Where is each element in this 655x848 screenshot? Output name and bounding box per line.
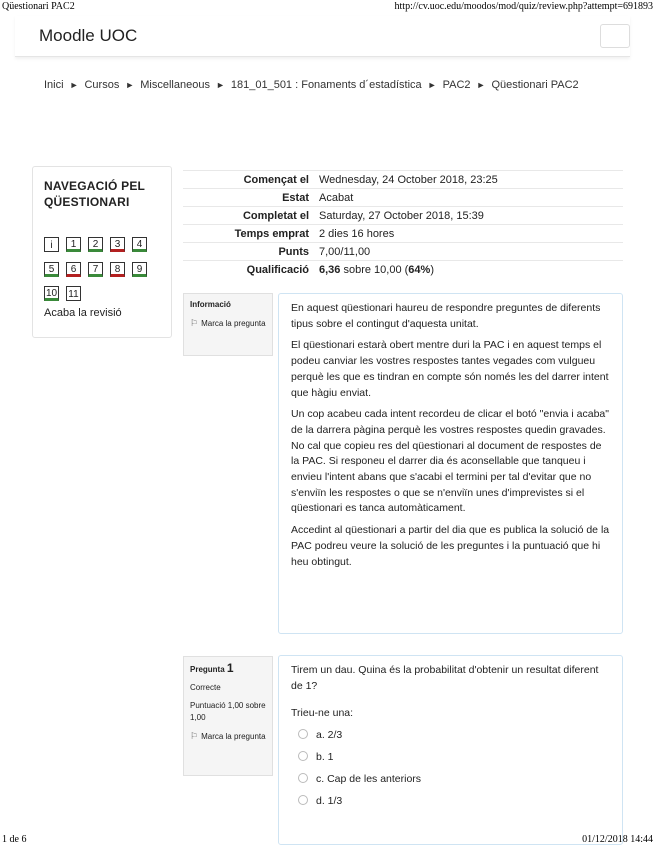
summary-value: 2 dies 16 hores	[319, 225, 623, 243]
summary-key: Començat el	[183, 171, 319, 189]
answer-prompt: Trieu-ne una:	[291, 707, 354, 720]
quiz-nav-button[interactable]: 10	[45, 288, 58, 299]
breadcrumb-quiz[interactable]: Qüestionari PAC2	[491, 79, 579, 91]
grade-end: )	[430, 263, 434, 276]
question-score: Puntuació 1,00 sobre 1,00	[190, 701, 266, 722]
quiz-nav-button[interactable]: 8	[110, 262, 125, 277]
pdf-title: Qüestionari PAC2	[2, 1, 75, 12]
breadcrumb-separator-icon: ►	[125, 80, 135, 90]
grade-percent: 64%	[408, 263, 431, 276]
info-paragraph: El qüestionari estarà obert mentre duri la PAC i en aquest temps el podeu canviar les vostres respostes tantes vegades com vulgueu perquè les que es tindran en compte són només les del darrer intent que hàgiu enviat.	[291, 339, 609, 399]
answer-option[interactable]: a. 2/3	[298, 728, 610, 744]
question-state: Correcte	[190, 683, 221, 692]
pdf-url: http://cv.uoc.edu/moodos/mod/quiz/review.php?attempt=691893	[394, 1, 653, 12]
grade-mid: sobre 10,00 (	[340, 263, 409, 276]
breadcrumb-courses[interactable]: Cursos	[84, 79, 120, 91]
pdf-footer	[0, 834, 655, 848]
summary-value: Saturday, 27 October 2018, 15:39	[319, 207, 623, 225]
question-1-meta	[183, 656, 273, 776]
summary-row	[183, 171, 623, 189]
radio-button[interactable]	[298, 729, 308, 739]
grade: 6,36	[319, 263, 341, 276]
quiz-nav-button[interactable]: 1	[66, 237, 81, 252]
quiz-nav-button[interactable]: 3	[110, 237, 125, 252]
info-content	[278, 293, 623, 634]
quiz-nav-button[interactable]: 5	[44, 262, 59, 277]
summary-row	[183, 261, 623, 279]
quiz-nav-button[interactable]: 4	[132, 237, 147, 252]
question-number: Pregunta 1	[190, 661, 234, 675]
flag-label: Marca la pregunta	[201, 319, 266, 328]
flag-icon: ⚐	[190, 318, 199, 328]
attempt-summary-table	[183, 170, 623, 278]
pdf-page-number: 1 de 6	[2, 834, 27, 845]
radio-button[interactable]	[298, 795, 308, 805]
site-brand[interactable]: Moodle UOC	[39, 26, 138, 45]
top-navbar	[15, 16, 630, 57]
finish-review-link[interactable]: Acaba la revisió	[44, 307, 122, 319]
summary-row	[183, 225, 623, 243]
breadcrumb-separator-icon: ►	[215, 80, 225, 90]
summary-grade-value	[319, 261, 623, 279]
summary-row	[183, 243, 623, 261]
summary-value: 7,00/11,00	[319, 243, 623, 261]
summary-value: Acabat	[319, 189, 623, 207]
summary-row	[183, 189, 623, 207]
radio-button[interactable]	[298, 751, 308, 761]
answer-option[interactable]: d. 1/3	[298, 794, 610, 810]
info-paragraph: Un cop acabeu cada intent recordeu de clicar el botó "envia i acaba" de la darrera pàgina perquè les vostres respostes quedin gravades. No cal que copieu res del qüestionari al document de respostes de la PAC. Si responeu el darrer dia és aconsellable que tanqueu i envieu l'intent abans que s'acabi el termini per tal d'evitar que no s'enviïn les respostes o que se n'enviïn unes d'imprevistes si el qüestionari es tanca automàticament.	[291, 408, 609, 515]
quiz-navigation-title: NAVEGACIÓ PEL QÜESTIONARI	[44, 179, 145, 209]
info-paragraph: Accedint al qüestionari a partir del dia que es publica la solució de la PAC podreu veure la solució de les preguntes i la puntuació que hi heu obtingut.	[291, 524, 610, 568]
quiz-nav-button[interactable]: 6	[66, 262, 81, 277]
quiz-nav-button[interactable]: 11	[66, 286, 81, 301]
breadcrumb	[44, 79, 579, 91]
menu-toggle-button[interactable]	[600, 24, 630, 48]
summary-value: Wednesday, 24 October 2018, 23:25	[319, 171, 623, 189]
breadcrumb-category[interactable]: Miscellaneous	[140, 79, 210, 91]
breadcrumb-separator-icon: ►	[476, 80, 486, 90]
breadcrumb-separator-icon: ►	[69, 80, 79, 90]
quiz-nav-button[interactable]: 7	[88, 262, 103, 277]
info-question-meta	[183, 293, 273, 356]
summary-key: Completat el	[183, 207, 319, 225]
answer-option[interactable]: c. Cap de les anteriors	[298, 772, 610, 788]
flag-question-link[interactable]	[190, 317, 266, 330]
summary-row	[183, 207, 623, 225]
pdf-header	[0, 0, 655, 14]
quiz-nav-button[interactable]: 9	[132, 262, 147, 277]
question-text: Tirem un dau. Quina és la probabilitat d'obtenir un resultat diferent de 1?	[291, 664, 599, 692]
info-paragraph: En aquest qüestionari haureu de respondre preguntes de diferents tipus sobre el contingut d'aquesta unitat.	[291, 302, 601, 330]
quiz-nav-button[interactable]: 2	[88, 237, 103, 252]
summary-key: Punts	[183, 243, 319, 261]
flag-label: Marca la pregunta	[201, 732, 266, 741]
info-title: Informació	[190, 300, 231, 309]
pdf-print-date: 01/12/2018 14:44	[582, 834, 653, 845]
question-1-content	[278, 655, 623, 845]
breadcrumb-home[interactable]: Inici	[44, 79, 64, 91]
breadcrumb-course[interactable]: 181_01_501 : Fonaments d´estadística	[230, 79, 422, 91]
summary-key: Estat	[183, 189, 319, 207]
summary-key: Temps emprat	[183, 225, 319, 243]
breadcrumb-pac[interactable]: PAC2	[442, 79, 471, 91]
answer-option[interactable]: b. 1	[298, 750, 610, 766]
quiz-nav-button[interactable]: i	[44, 237, 59, 252]
breadcrumb-separator-icon: ►	[427, 80, 437, 90]
radio-button[interactable]	[298, 773, 308, 783]
quiz-navigation-block	[32, 166, 172, 338]
summary-key: Qualificació	[183, 261, 319, 279]
flag-question-link[interactable]	[190, 730, 266, 743]
flag-icon: ⚐	[190, 731, 199, 741]
